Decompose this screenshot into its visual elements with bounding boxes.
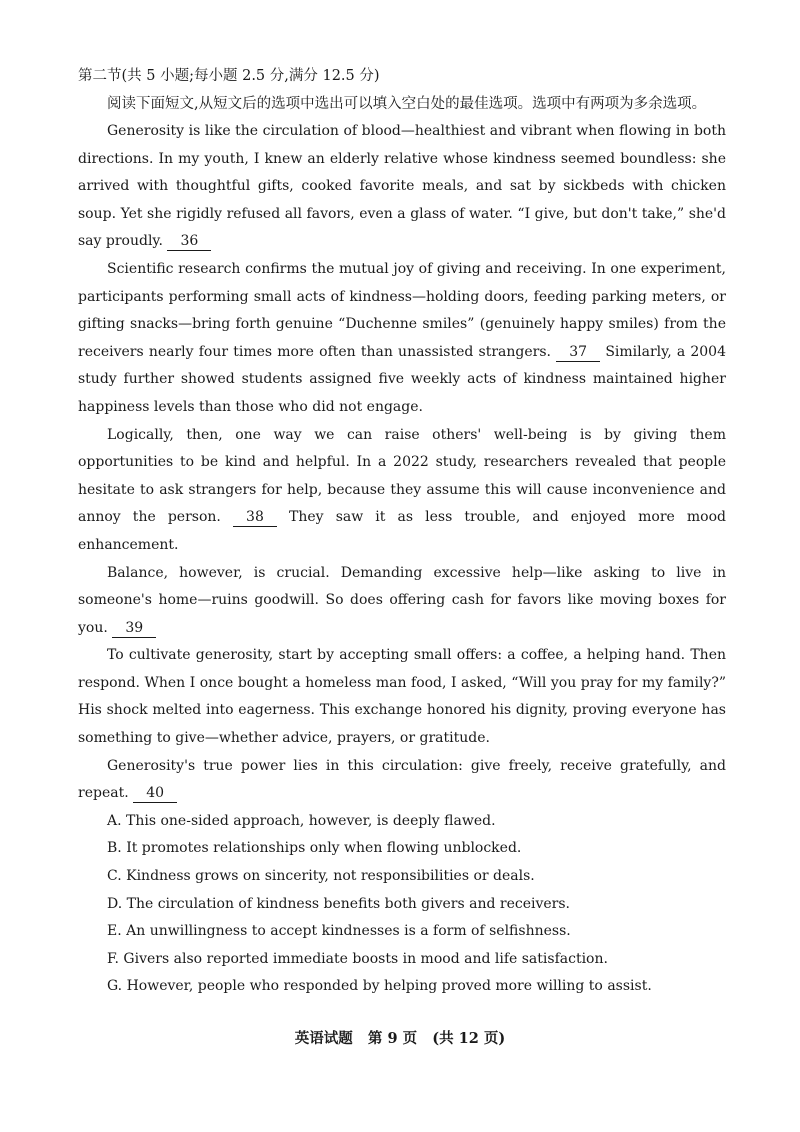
blank-38: 38 [233, 508, 277, 527]
paragraph-text: Balance, however, is crucial. Demanding excessive help—like asking to live in someone's home—ruins goodwill. So does offering cash for favors like moving boxes for you. [78, 564, 726, 636]
blank-37: 37 [556, 343, 600, 362]
paragraph-text-after: They saw it as less trouble, and enjoyed more mood enhancement. [78, 509, 726, 553]
paragraph-text: Scientific research confirms the mutual joy of giving and receiving. In one experiment, participants performing small acts of kindness—holding doors, feeding parking meters, or gifting snacks—bring forth genuine “Duchenne smiles” (genuinely happy smiles) from the receivers nearly four times more often than unassisted strangers. [78, 260, 726, 360]
passage-paragraph-4 [78, 560, 726, 643]
paragraph-text: To cultivate generosity, start by accepting small offers: a coffee, a helping hand. Then respond. When I once bought a homeless man food, I asked, “Will you pray for my family?” His shock melted into eagerness. This exchange honored his dignity, proving everyone has something to give—whether advice, prayers, or gratitude. [78, 647, 726, 747]
blank-40: 40 [133, 784, 177, 803]
passage-paragraph-3 [78, 422, 726, 560]
option-d: D. The circulation of kindness benefits both givers and receivers. [107, 895, 570, 912]
option-e: E. An unwillingness to accept kindnesses is a form of selfishness. [107, 923, 571, 940]
option-f: F. Givers also reported immediate boosts in mood and life satisfaction. [107, 950, 608, 967]
paragraph-text-after: Similarly, a 2004 study further showed students assigned five weekly acts of kindness maintained higher happiness levels than those who did not engage. [78, 343, 726, 415]
blank-36: 36 [167, 232, 211, 251]
paragraph-text: Generosity is like the circulation of blood—healthiest and vibrant when flowing in both directions. In my youth, I knew an elderly relative whose kindness seemed boundless: she arrived with thoughtful gifts, cooked favorite meals, and sat by sickbeds with chicken soup. Yet she rigidly refused all favors, even a glass of water. “I give, but don't take,” she'd say proudly. [78, 123, 726, 250]
section-title: 第二节(共 5 小题;每小题 2.5 分,满分 12.5 分) [78, 68, 380, 84]
option-a: A. This one-sided approach, however, is deeply flawed. [107, 812, 496, 829]
passage-paragraph-5 [78, 642, 726, 752]
footer-page-total: (共 12 页) [432, 1030, 506, 1047]
option-c: C. Kindness grows on sincerity, not responsibilities or deals. [107, 868, 535, 885]
page-footer [0, 1027, 800, 1048]
paragraph-text: Logically, then, one way we can raise others' well-being is by giving them opportunities to be kind and helpful. In a 2022 study, researchers revealed that people hesitate to ask strangers for help, because they assume this will cause inconvenience and annoy the person. [78, 426, 726, 526]
option-g: G. However, people who responded by helping proved more willing to assist. [107, 978, 652, 995]
passage-paragraph-6 [78, 753, 726, 808]
exam-page [78, 62, 726, 1001]
passage-paragraph-2 [78, 256, 726, 422]
blank-39: 39 [112, 619, 156, 638]
option-b: B. It promotes relationships only when flowing unblocked. [107, 840, 522, 857]
footer-subject: 英语试题 [294, 1030, 353, 1047]
paragraph-text: Generosity's true power lies in this circulation: give freely, receive gratefully, and repeat. [78, 757, 726, 802]
footer-page-number: 第 9 页 [367, 1030, 418, 1047]
section-instruction: 阅读下面短文,从短文后的选项中选出可以填入空白处的最佳选项。选项中有两项为多余选项。 [107, 96, 707, 112]
passage-paragraph-1 [78, 118, 726, 256]
answer-options [78, 808, 726, 1001]
